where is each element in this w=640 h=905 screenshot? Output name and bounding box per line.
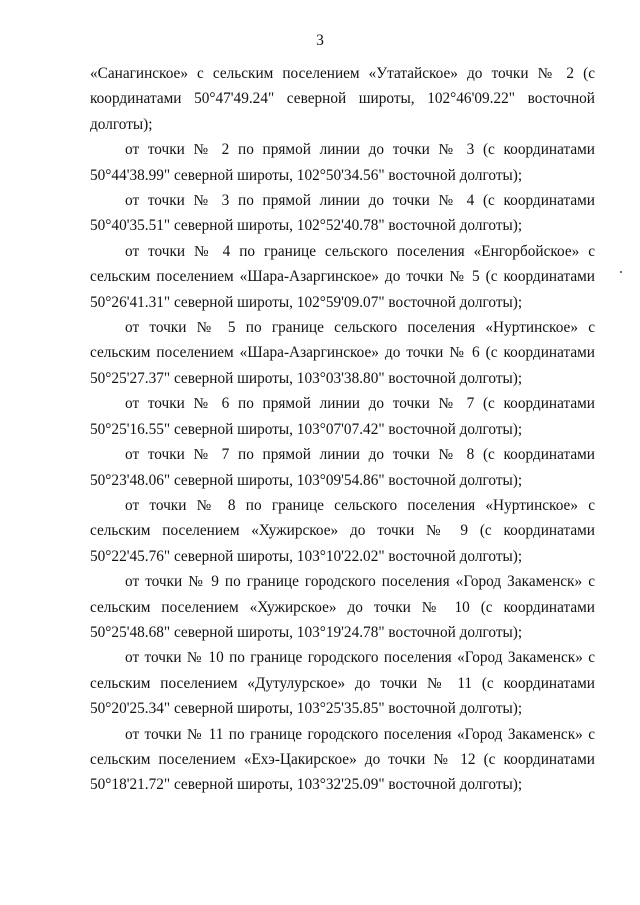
paragraph-point-11: от точки № 11 по границе городского поселения «Город Закаменск» с сельским поселением «Ехэ-Цакирское» до точки № 12 (с координатами 50°18'21.72" северной широты, 103°32'25.09" восточной долготы);: [90, 725, 595, 794]
document-body: [90, 61, 595, 798]
paragraph-continuation: «Санагинское» с сельским поселением «Утатайское» до точки № 2 (с координатами 50°47'49.24" северной широты, 102°46'09.22" восточной долготы);: [90, 65, 595, 133]
paragraph-point-2: от точки № 2 по прямой линии до точки № 3 (с координатами 50°44'38.99" северной широты, 102°50'34.56" восточной долготы);: [90, 141, 595, 184]
paragraph-point-10: от точки № 10 по границе городского поселения «Город Закаменск» с сельским поселением «Дутулурское» до точки № 11 (с координатами 50°20'25.34" северной широты, 103°25'35.85" восточной долготы);: [90, 649, 595, 718]
paragraph-point-5: от точки № 5 по границе сельского поселения «Нуртинское» с сельским поселением «Шара-Азаргинское» до точки № 6 (с координатами 50°25'27.37" северной широты, 103°03'38.80" восточной долготы);: [90, 319, 595, 387]
scan-speck: [620, 271, 622, 273]
paragraph-point-3: от точки № 3 по прямой линии до точки № 4 (с координатами 50°40'35.51" северной широты, 102°52'40.78" восточной долготы);: [90, 192, 595, 235]
paragraph-point-8: от точки № 8 по границе сельского поселения «Нуртинское» с сельским поселением «Хужирское» до точки № 9 (с координатами 50°22'45.76" северной широты, 103°10'22.02" восточной долготы);: [90, 496, 595, 565]
paragraph-point-6: от точки № 6 по прямой линии до точки № 7 (с координатами 50°25'16.55" северной широты, 103°07'07.42" восточной долготы);: [90, 395, 595, 438]
paragraph-point-9: от точки № 9 по границе городского поселения «Город Закаменск» с сельским поселением «Хужирское» до точки № 10 (с координатами 50°25'48.68" северной широты, 103°19'24.78" восточной долготы);: [90, 573, 595, 641]
page-number: 3: [316, 32, 324, 49]
paragraph-point-4: от точки № 4 по границе сельского поселения «Енгорбойское» с сельским поселением «Шара-Азаргинское» до точки № 5 (с координатами 50°26'41.31" северной широты, 102°59'09.07" восточной долготы);: [90, 242, 595, 311]
paragraph-point-7: от точки № 7 по прямой линии до точки № 8 (с координатами 50°23'48.06" северной широты, 103°09'54.86" восточной долготы);: [90, 446, 595, 489]
